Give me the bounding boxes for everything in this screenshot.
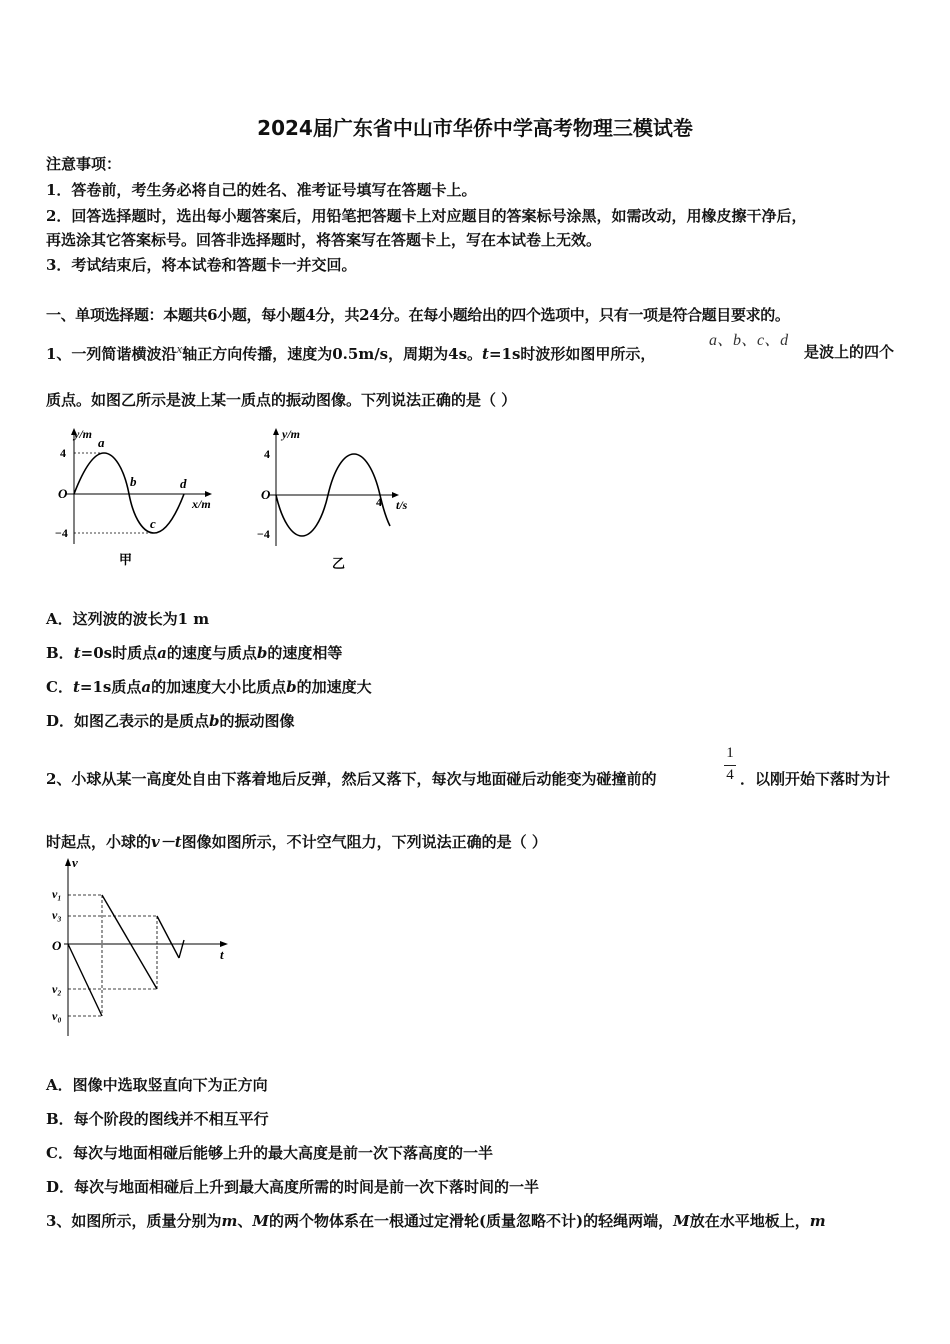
q2-line2: 时起点，小球的v－t图像如图所示，不计空气阻力，下列说法正确的是（ ） xyxy=(46,833,547,851)
q2-vt-figure xyxy=(46,858,246,1040)
q2-option-c: C．每次与地面相碰后能够上升的最大高度是前一次下落高度的一半 xyxy=(46,1144,493,1162)
q2-line1: 2、小球从某一高度处自由下落着地后反弹，然后又落下，每次与地面碰后动能变为碰撞前的 xyxy=(46,770,657,788)
yi-y-arrow xyxy=(273,428,279,435)
notice-item-1: 1．答卷前，考生务必将自己的姓名、准考证号填写在答题卡上。 xyxy=(46,181,477,199)
vt-label-v2: v₂ xyxy=(52,982,62,996)
jia-caption: 甲 xyxy=(119,552,133,567)
jia-ymin: −4 xyxy=(55,526,68,540)
q1-line1-end: 是波上的四个 xyxy=(804,343,895,361)
q1-figure-yi xyxy=(250,422,425,574)
vt-label-v: v xyxy=(72,858,78,870)
q2-option-b: B．每个阶段的图线并不相互平行 xyxy=(46,1110,269,1128)
jia-point-a: a xyxy=(98,435,105,450)
vt-label-o: O xyxy=(52,938,62,953)
notice-item-3: 3．考试结束后，将本试卷和答题卡一并交回。 xyxy=(46,256,357,274)
q2-option-d: D．每次与地面相碰后上升到最大高度所需的时间是前一次下落时间的一半 xyxy=(46,1178,540,1196)
vt-segment-4 xyxy=(179,940,184,958)
vt-label-v0: v₀ xyxy=(52,1009,62,1023)
q1-points-labels: a、b、c、d xyxy=(709,332,789,349)
vt-v-arrow xyxy=(65,858,71,866)
q1-option-b: B．t=0s时质点a的速度与质点b的速度相等 xyxy=(46,644,343,662)
vt-label-v3: v₃ xyxy=(52,908,62,922)
jia-origin: O xyxy=(58,486,68,501)
notice-heading: 注意事项： xyxy=(46,155,122,173)
q1-option-a: A．这列波的波长为1 m xyxy=(46,610,210,628)
yi-ymin: −4 xyxy=(257,527,270,541)
q1-option-c: C．t=1s质点a的加速度大小比质点b的加速度大 xyxy=(46,678,372,696)
jia-ylabel: y/m xyxy=(74,427,92,441)
yi-caption: 乙 xyxy=(332,556,346,571)
q1-line1: 1、一列简谐横波沿$^x$轴正方向传播，速度为0.5m/s，周期为4s。t=1s时波形如图甲所示， xyxy=(46,341,656,363)
vt-label-v1: v₁ xyxy=(52,887,62,901)
q1-x-var: x xyxy=(176,341,183,356)
section-heading: 一、单项选择题：本题共6小题，每小题4分，共24分。在每小题给出的四个选项中，只有一项是符合题目要求的。 xyxy=(46,306,790,324)
vt-segment-3 xyxy=(157,916,179,958)
yi-tick-4: 4 xyxy=(376,495,382,509)
notice-item-2a: 2．回答选择题时，选出每小题答案后，用铅笔把答题卡上对应题目的答案标号涂黑，如需改动，用橡皮擦干净后， xyxy=(46,207,807,225)
q2-line1-end: ．以刚开始下落时为计 xyxy=(740,770,891,788)
jia-point-c: c xyxy=(150,516,156,531)
yi-ymax: 4 xyxy=(264,447,270,461)
q1-line2: 质点。如图乙所示是波上某一质点的振动图像。下列说法正确的是（ ） xyxy=(46,391,517,409)
yi-xlabel: t/s xyxy=(396,498,408,512)
jia-point-b: b xyxy=(130,474,137,489)
q2-option-a: A．图像中选取竖直向下为正方向 xyxy=(46,1076,268,1094)
q1-figure-jia xyxy=(46,422,226,572)
q3-line1: 3、如图所示，质量分别为m、M的两个物体系在一根通过定滑轮(质量忽略不计)的轻绳两端，M放在水平地板上，m xyxy=(46,1212,826,1230)
vt-segment-2 xyxy=(102,895,157,989)
q2-frac-den: 4 xyxy=(726,767,734,783)
q1-option-d: D．如图乙表示的是质点b的振动图像 xyxy=(46,712,295,730)
jia-ymax: 4 xyxy=(60,446,66,460)
yi-ylabel: y/m xyxy=(282,427,300,441)
jia-xlabel: x/m xyxy=(192,497,211,511)
notice-item-2b: 再选涂其它答案标号。回答非选择题时，将答案写在答题卡上，写在本试卷上无效。 xyxy=(46,231,602,249)
jia-wave xyxy=(74,453,184,533)
page-title: 2024届广东省中山市华侨中学高考物理三模试卷 xyxy=(257,116,693,140)
vt-segment-1 xyxy=(68,944,102,1016)
q2-frac-bar xyxy=(724,765,736,766)
yi-origin: O xyxy=(261,487,271,502)
vt-label-t: t xyxy=(220,947,224,962)
q2-frac-num: 1 xyxy=(726,745,734,761)
jia-point-d: d xyxy=(180,476,187,491)
